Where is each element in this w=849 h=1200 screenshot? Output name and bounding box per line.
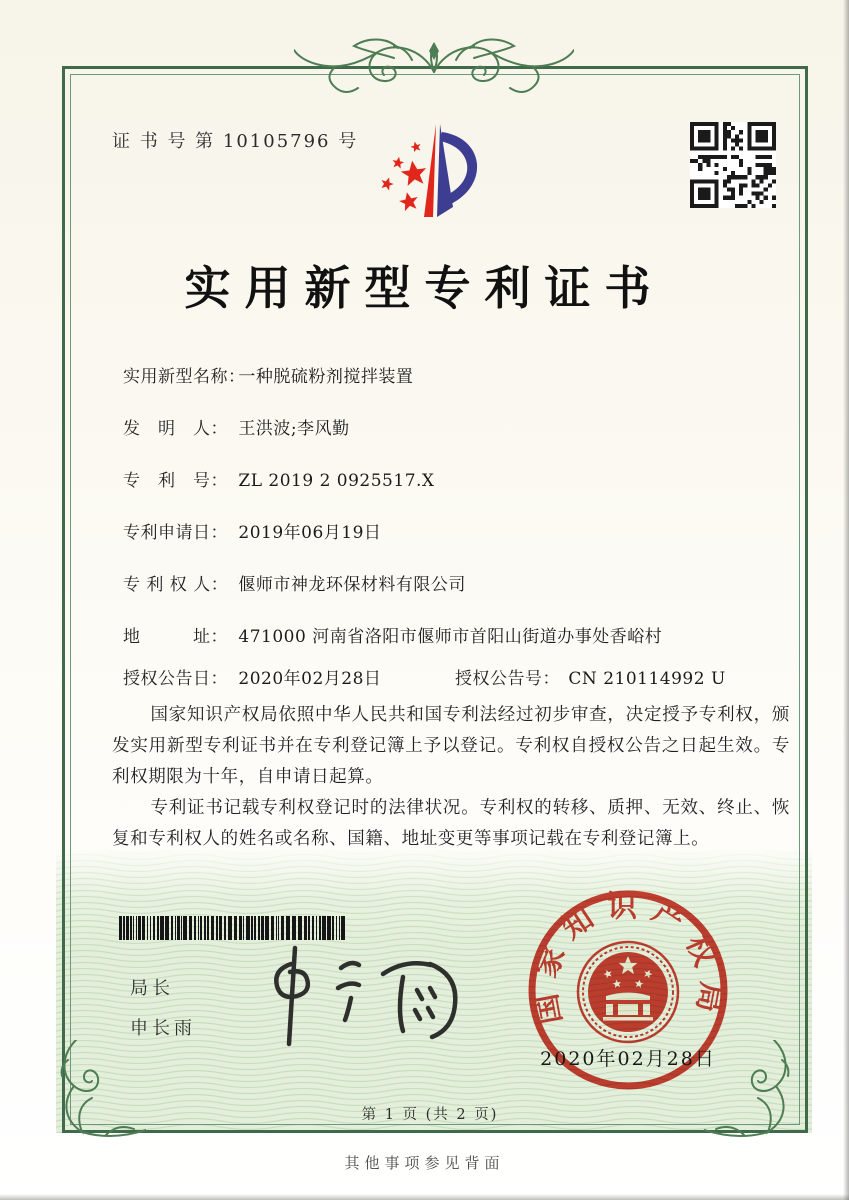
field-address bbox=[123, 622, 803, 647]
field-inventor bbox=[123, 414, 803, 439]
field-label: 授权公告号： bbox=[455, 669, 560, 689]
field-utility-model-name bbox=[123, 362, 803, 387]
field-label: 实用新型名称： bbox=[123, 367, 246, 387]
field-label: 专 利 权 人： bbox=[123, 575, 229, 595]
field-value: CN 210114992 U bbox=[568, 669, 726, 689]
field-patent-number bbox=[123, 466, 803, 491]
barcode-icon bbox=[119, 916, 347, 940]
commissioner-block bbox=[130, 974, 196, 1040]
commissioner-title: 局长 bbox=[130, 978, 174, 999]
field-label: 发 明 人： bbox=[123, 419, 228, 439]
field-grant-date bbox=[123, 664, 803, 689]
qr-code-icon bbox=[690, 122, 776, 208]
field-value: 2020年02月28日 bbox=[238, 669, 382, 689]
legal-text bbox=[112, 700, 790, 855]
seal-arc-text: 国家知识产权局 bbox=[526, 889, 730, 1027]
field-label: 专利申请日： bbox=[123, 523, 228, 543]
commissioner-name: 申长雨 bbox=[130, 1018, 196, 1039]
field-label: 专 利 号： bbox=[123, 471, 228, 491]
certificate-number: 证 书 号 第 10105796 号 bbox=[112, 131, 359, 152]
national-emblem-icon bbox=[578, 942, 678, 1042]
certificate-title: 实用新型专利证书 bbox=[184, 261, 665, 315]
field-value: 偃师市神龙环保材料有限公司 bbox=[238, 575, 466, 595]
bottom-left-corner-ornament-icon bbox=[54, 1040, 146, 1140]
field-value: 王洪波;李风勤 bbox=[238, 419, 350, 439]
field-application-date bbox=[123, 518, 803, 543]
seal-date: 2020年02月28日 bbox=[540, 1048, 716, 1070]
legal-paragraph-1: 国家知识产权局依照中华人民共和国专利法经过初步审查，决定授予专利权，颁发实用新型专利证书并在专利登记簿上予以登记。专利权自授权公告之日起生效。专利权期限为十年，自申请日起算。 bbox=[112, 705, 790, 787]
back-side-note: 其他事项参见背面 bbox=[344, 1154, 505, 1172]
top-border-ornament-icon bbox=[294, 38, 574, 94]
cnipa-logo-icon bbox=[330, 110, 550, 240]
field-value: 2019年06月19日 bbox=[238, 523, 382, 543]
scan-shadow-right bbox=[843, 0, 849, 1200]
field-value: 471000 河南省洛阳市偃师市首阳山街道办事处香峪村 bbox=[238, 627, 663, 647]
commissioner-signature-handwriting bbox=[245, 942, 480, 1052]
field-label: 地 址： bbox=[123, 627, 228, 647]
field-grant-number bbox=[455, 664, 726, 689]
legal-paragraph-2: 专利证书记载专利权登记时的法律状况。专利权的转移、质押、无效、终止、恢复和专利权人的姓名或名称、国籍、地址变更等事项记载在专利登记簿上。 bbox=[112, 798, 790, 849]
field-value: ZL 2019 2 0925517.X bbox=[238, 471, 435, 491]
field-patentee bbox=[123, 570, 803, 595]
field-label: 授权公告日： bbox=[123, 669, 228, 689]
page-number: 第 1 页 (共 2 页) bbox=[361, 1107, 499, 1123]
field-value: 一种脱硫粉剂搅拌装置 bbox=[238, 367, 414, 387]
scan-shadow-bottom bbox=[0, 1194, 849, 1200]
